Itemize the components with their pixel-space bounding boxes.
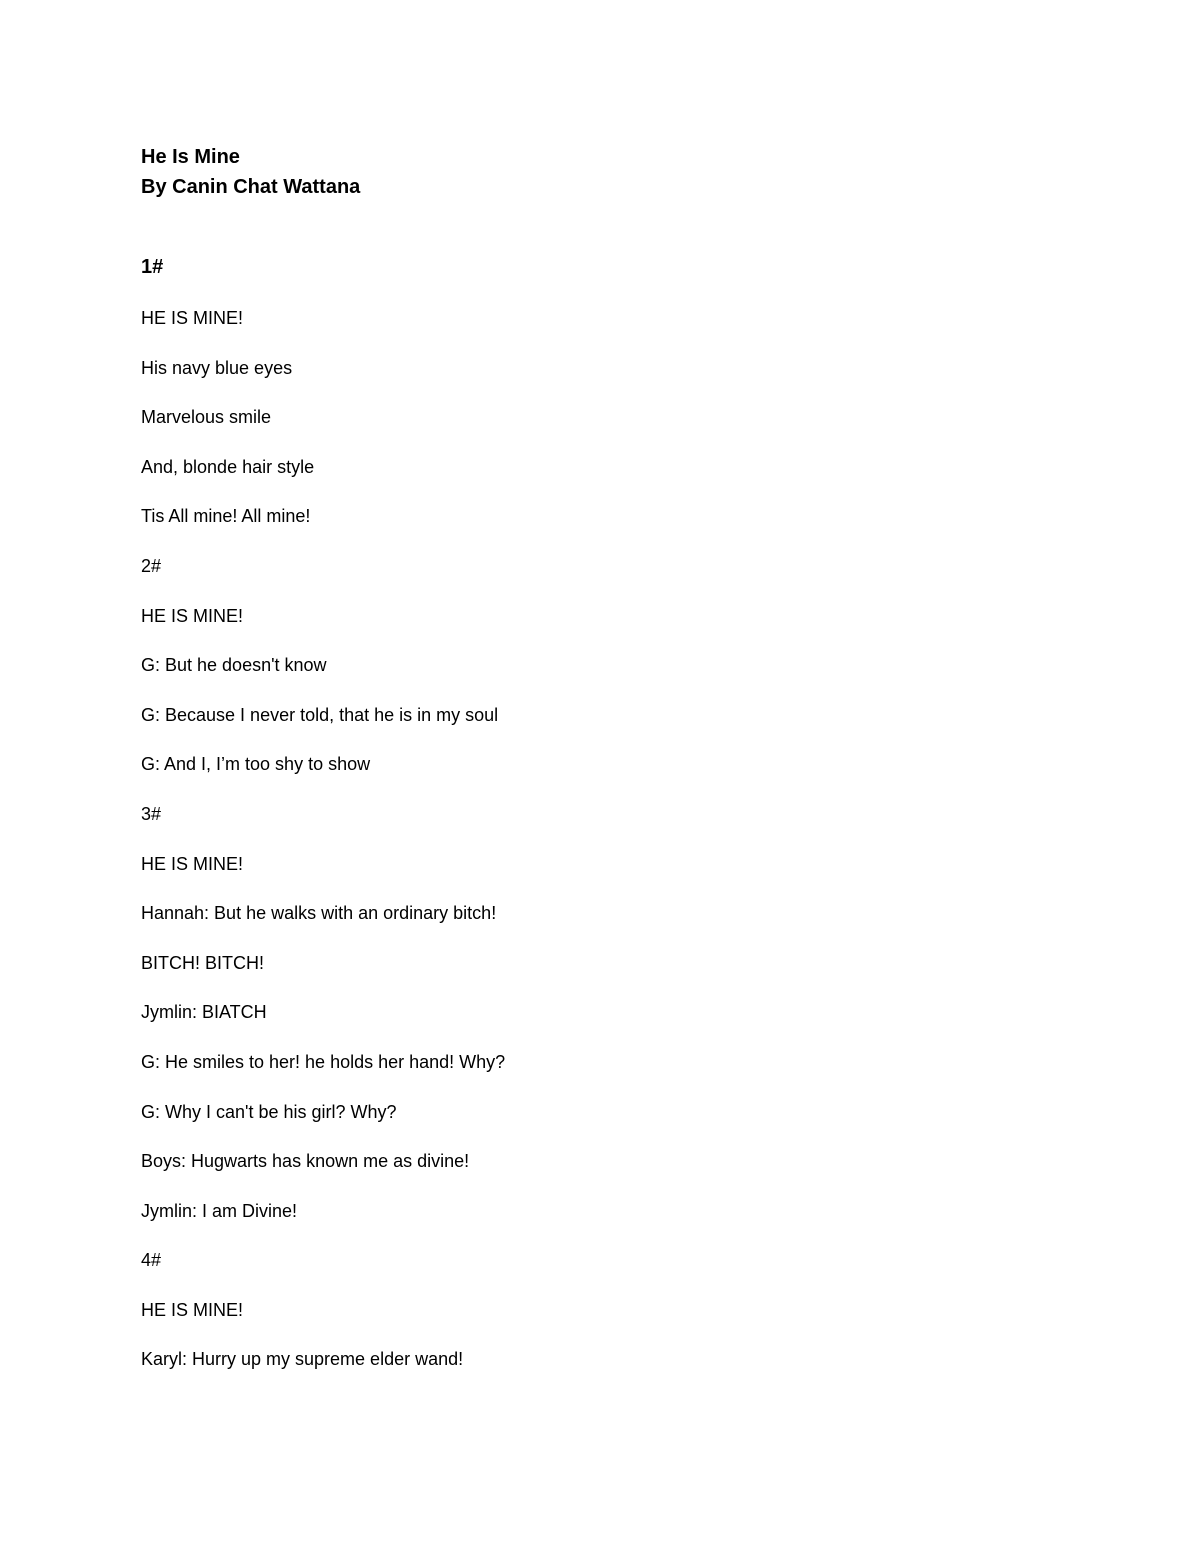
lyric-line: HE IS MINE! <box>141 1299 244 1320</box>
section-heading-3: 3# <box>141 803 162 824</box>
lyric-line: Jymlin: BIATCH <box>141 1002 267 1023</box>
lyric-line: G: But he doesn't know <box>141 655 327 676</box>
lyric-line: Boys: Hugwarts has known me as divine! <box>141 1151 470 1172</box>
document-byline: By Canin Chat Wattana <box>141 176 361 198</box>
lyric-line: Karyl: Hurry up my supreme elder wand! <box>141 1349 464 1370</box>
lyric-line: And, blonde hair style <box>141 456 315 477</box>
lyric-line: G: He smiles to her! he holds her hand! Why? <box>141 1051 506 1072</box>
section-heading-2: 2# <box>141 555 162 576</box>
section-heading-4: 4# <box>141 1250 162 1271</box>
lyric-line: Tis All mine! All mine! <box>141 506 311 527</box>
section-heading-1: 1# <box>141 256 164 278</box>
lyric-line: HE IS MINE! <box>141 853 244 874</box>
lyric-line: BITCH! BITCH! <box>141 952 265 973</box>
lyrics-body <box>141 303 1041 1394</box>
document-title: He Is Mine <box>141 146 240 168</box>
lyric-line: HE IS MINE! <box>141 308 244 328</box>
lyric-line: G: Why I can't be his girl? Why? <box>141 1101 397 1122</box>
lyric-line: His navy blue eyes <box>141 357 293 378</box>
lyric-line: G: And I, I’m too shy to show <box>141 754 371 775</box>
lyric-line: Hannah: But he walks with an ordinary bitch! <box>141 903 497 924</box>
title-block <box>141 142 360 202</box>
lyric-line: Jymlin: I am Divine! <box>141 1200 298 1221</box>
lyric-line: G: Because I never told, that he is in my soul <box>141 704 499 725</box>
lyric-line: HE IS MINE! <box>141 605 244 626</box>
lyric-line: Marvelous smile <box>141 407 272 428</box>
